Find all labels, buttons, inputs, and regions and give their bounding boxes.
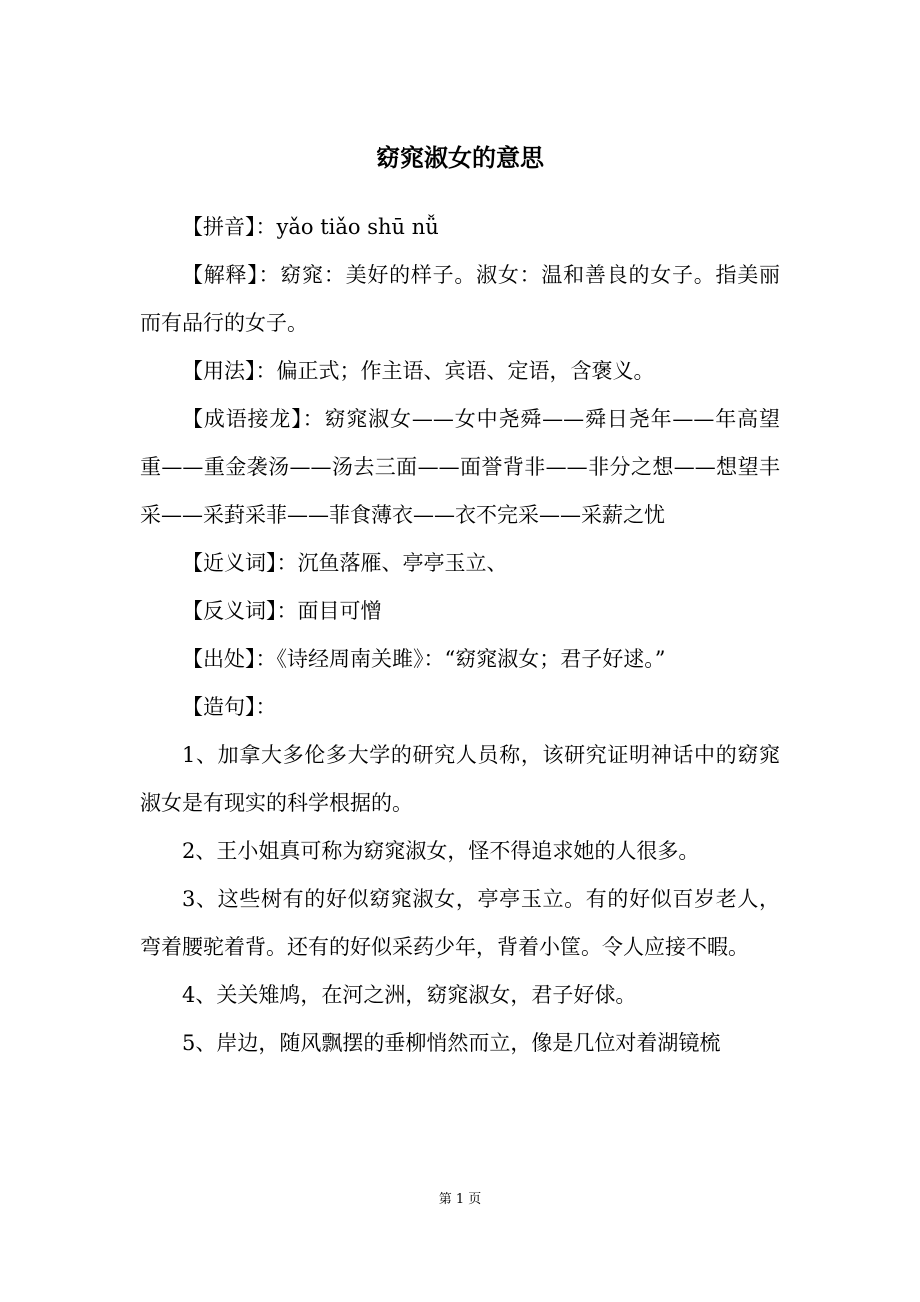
- paragraph-explanation: 【解释】：窈窕：美好的样子。淑女：温和善良的女子。指美丽而有品行的女子。: [140, 263, 780, 335]
- paragraph-antonyms: 【反义词】：面目可憎: [182, 599, 382, 623]
- paragraph-synonyms: 【近义词】：沉鱼落雁、亭亭玉立、: [182, 551, 508, 575]
- paragraph-example-1: 1、加拿大多伦多大学的研究人员称，该研究证明神话中的窈窕淑女是有现实的科学根据的。: [140, 743, 780, 815]
- paragraph-idiom-chain: 【成语接龙】：窈窕淑女——女中尧舜——舜日尧年——年高望重——重金袭汤——汤去三面——面誉背非——非分之想——想望丰采——采葑采菲——菲食薄衣——衣不完采——采薪之忧: [140, 407, 780, 527]
- document-title: 窈窕淑女的意思: [376, 143, 544, 172]
- paragraph-pinyin: 【拼音】：yǎo tiǎo shū nǚ: [182, 215, 439, 239]
- page-footer: 第 1 页: [438, 1192, 482, 1207]
- paragraph-source: 【出处】：《诗经周南关雎》：“窈窕淑女；君子好逑。”: [182, 647, 666, 671]
- paragraph-example-5: 5、岸边，随风飘摆的垂柳悄然而立，像是几位对着湖镜梳: [182, 1031, 721, 1055]
- paragraph-example-4: 4、关关雉鸠，在河之洲，窈窕淑女，君子好俅。: [182, 983, 637, 1007]
- document-body: [140, 203, 780, 1067]
- paragraph-example-heading: 【造句】：: [182, 695, 277, 719]
- paragraph-usage: 【用法】：偏正式；作主语、宾语、定语，含褒义。: [182, 359, 655, 383]
- paragraph-example-3: 3、这些树有的好似窈窕淑女，亭亭玉立。有的好似百岁老人，弯着腰驼着背。还有的好似采药少年，背着小筐。令人应接不暇。: [140, 887, 780, 959]
- paragraph-example-2: 2、王小姐真可称为窈窕淑女，怪不得追求她的人很多。: [182, 839, 700, 863]
